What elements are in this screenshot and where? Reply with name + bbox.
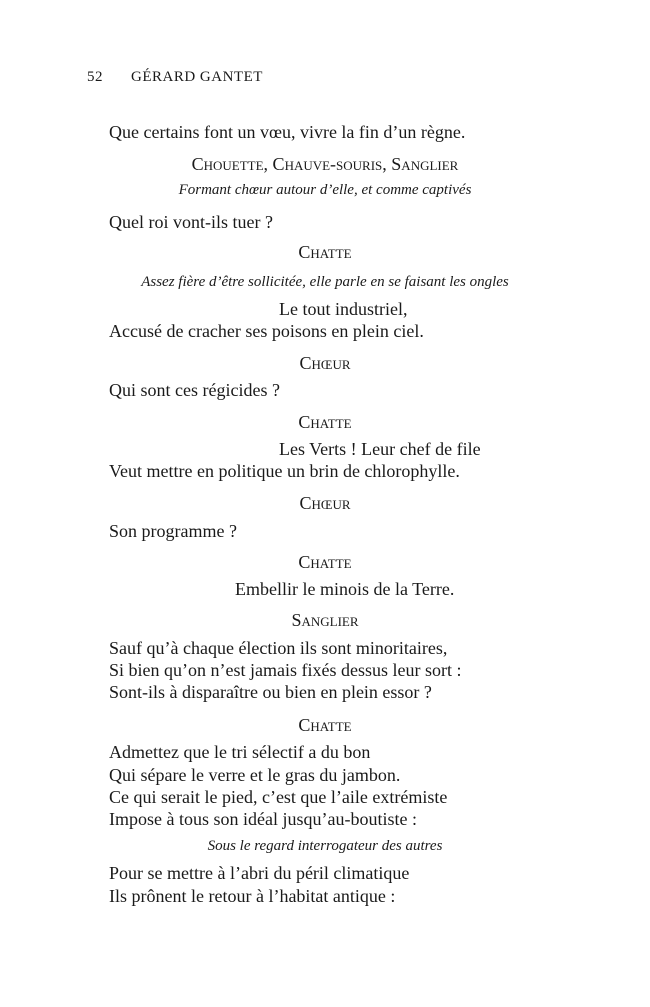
speaker-name: Chatte bbox=[298, 715, 352, 735]
speaker-name: Chœur bbox=[299, 353, 351, 373]
verse-line: Veut mettre en politique un brin de chlorophylle. bbox=[109, 461, 460, 481]
verse-line: Admettez que le tri sélectif a du bon bbox=[109, 742, 371, 762]
verse-line: Quel roi vont-ils tuer ? bbox=[109, 212, 273, 232]
speaker-name: Chatte bbox=[298, 552, 352, 572]
verse-line: Sont-ils à disparaître ou bien en plein essor ? bbox=[109, 682, 432, 702]
speaker-name: Chatte bbox=[298, 412, 352, 432]
verse-line: Qui sépare le verre et le gras du jambon. bbox=[109, 765, 401, 785]
verse-line: Ce qui serait le pied, c’est que l’aile extrémiste bbox=[109, 787, 448, 807]
verse-line: Son programme ? bbox=[109, 521, 237, 541]
verse-line: Le tout industriel, bbox=[279, 299, 408, 319]
speaker-name: Chœur bbox=[299, 493, 351, 513]
verse-line: Accusé de cracher ses poisons en plein ciel. bbox=[109, 321, 424, 341]
page-number: 52 bbox=[87, 69, 103, 85]
verse-line: Embellir le minois de la Terre. bbox=[235, 579, 455, 599]
verse-line: Que certains font un vœu, vivre la fin d’un règne. bbox=[109, 122, 466, 142]
stage-direction: Sous le regard interrogateur des autres bbox=[207, 838, 443, 854]
verse-line: Les Verts ! Leur chef de file bbox=[279, 439, 481, 459]
verse-line: Qui sont ces régicides ? bbox=[109, 380, 280, 400]
speaker-name: Chouette, Chauve-souris, Sanglier bbox=[191, 154, 459, 174]
verse-line: Ils prônent le retour à l’habitat antique : bbox=[109, 886, 396, 906]
speaker-name: Sanglier bbox=[291, 610, 359, 630]
stage-direction: Formant chœur autour d’elle, et comme captivés bbox=[178, 182, 472, 198]
verse-line: Pour se mettre à l’abri du péril climatique bbox=[109, 863, 410, 883]
running-header-author: GÉRARD GANTET bbox=[131, 69, 263, 85]
speaker-name: Chatte bbox=[298, 242, 352, 262]
verse-line: Sauf qu’à chaque élection ils sont minoritaires, bbox=[109, 638, 448, 658]
stage-direction: Assez fière d’être sollicitée, elle parle en se faisant les ongles bbox=[141, 274, 509, 290]
verse-line: Impose à tous son idéal jusqu’au-boutiste : bbox=[109, 809, 417, 829]
verse-line: Si bien qu’on n’est jamais fixés dessus leur sort : bbox=[109, 660, 462, 680]
